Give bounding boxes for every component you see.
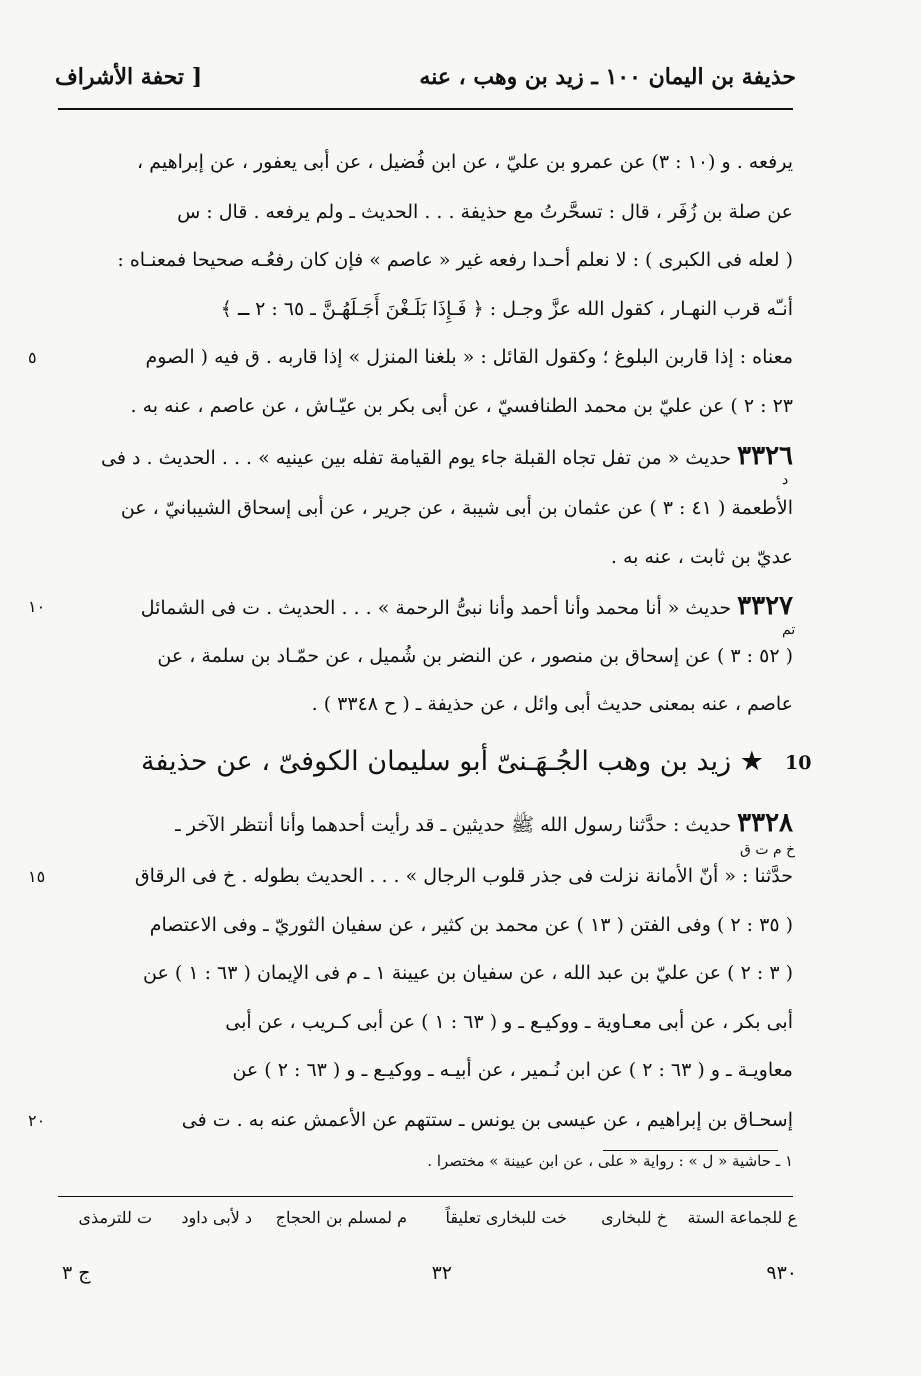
abbreviation: خ للبخارى (601, 1208, 667, 1227)
margin-siglum: د (782, 472, 789, 488)
margin-line-number: ١٥ (28, 867, 46, 886)
abbreviation-key (62, 1208, 797, 1238)
local-page-number: ٣٢ (431, 1262, 452, 1284)
margin-line-number: ٢٠ (28, 1111, 46, 1130)
volume-number: ج ٣ (62, 1262, 91, 1284)
footnote-rule (603, 1150, 778, 1151)
text-line: يرفعه . و (١٠ : ٣) عن عمرو بن عليّ ، عن ابن فُضيل ، عن أبى يعفور ، عن إبراهيم ، (137, 151, 793, 173)
margin-line-number: ١٠ (28, 597, 46, 616)
text-line: حدَّثنا : « أنّ الأمانة نزلت فى جذر قلوب الرجال » . . . الحديث بطوله . خ فى الرقاق (134, 865, 793, 887)
text-line: أنـّه قرب النهـار ، كقول الله عزَّ وجـل : ﴿ فَـإِذَا بَلَـغْنَ أَجَـلَهُـنَّ ـ ٦٥ : ٢ ـ ﴾ (220, 298, 793, 320)
hadith-number: ٣٣٢٦ (737, 441, 793, 471)
book-title: [ تحفة الأشراف (55, 64, 203, 90)
page-header (55, 62, 796, 102)
text-line: أبى بكر ، عن أبى معـاوية ـ ووكيـع ـ و ( ٦٣ : ١ ) عن أبى كـريب ، عن أبى (225, 1011, 793, 1033)
text-line: الأطعمة ( ٤١ : ٣ ) عن عثمان بن أبى شيبة ، عن جرير ، عن أبى إسحاق الشيبانيّ ، عن (120, 497, 793, 519)
hadith-number: ٣٣٢٧ (737, 591, 793, 621)
abbreviation: ت للترمذى (78, 1208, 152, 1227)
margin-line-number: ٥ (28, 348, 37, 367)
text-line: عن صلة بن زُفَر ، قال : تسحَّرتُ مع حذيفة . . . الحديث ـ ولم يرفعه . قال : س (177, 201, 793, 223)
text-line: ٣٣٢٧ حديث « أنا محمد وأنا أحمد وأنا نبىُّ الرحمة » . . . الحديث . ت فى الشمائل (140, 591, 793, 621)
abbreviation: م لمسلم بن الحجاج (275, 1208, 407, 1227)
page-footer (62, 1262, 797, 1294)
text-line: ( ٣٥ : ٢ ) وفى الفتن ( ١٣ ) عن محمد بن كثير ، عن سفيان الثوريّ ـ وفى الاعتصام (149, 914, 793, 936)
header-rule (58, 108, 793, 110)
text-line: معناه : إذا قاربن البلوغ ؛ وكقول القائل : « بلغنا المنزل » إذا قاربه . ق فيه ( الصوم (145, 346, 793, 368)
section-heading: ★ زيد بن وهب الجُـهَـنىّ أبو سليمان الكوفىّ ، عن حذيفة (141, 746, 764, 777)
section-number: 10 (785, 752, 812, 774)
text-line: عاصم ، عنه بمعنى حديث أبى وائل ، عن حذيفة ـ ( ح ٣٣٤٨ ) . (311, 693, 793, 715)
text-line: ٢٣ : ٢ ) عن عليّ بن محمد الطنافسيّ ، عن أبى بكر بن عيّـاش ، عن عاصم ، عنه به . (130, 395, 793, 417)
text-line: عديّ بن ثابت ، عنه به . (610, 546, 793, 568)
text-line: ( لعله فى الكبرى ) : لا نعلم أحـدا رفعه غير « عاصم » فإن كان رفعُـه صحيحا فمعنـاه : (117, 249, 793, 271)
text-line: إسحـاق بن إبراهيم ، عن عيسى بن يونس ـ ستتهم عن الأعمش عنه به . ت فى (181, 1109, 793, 1131)
hadith-number: ٣٣٢٨ (737, 808, 793, 838)
text-line: ( ٥٢ : ٣ ) عن إسحاق بن منصور ، عن النضر بن شُميل ، عن حمّـاد بن سلمة ، عن (157, 645, 793, 667)
footnote: ١ ـ حاشية « ل » : رواية « على ، عن ابن عيينة » مختصرا . (427, 1152, 793, 1170)
abbreviation: ع للجماعة الستة (687, 1208, 797, 1227)
abbreviation: خت للبخارى تعليقاً (445, 1208, 567, 1227)
margin-siglum: خ م ت ق (740, 842, 796, 858)
global-page-number: ٩٣٠ (766, 1262, 797, 1284)
running-title: حذيفة بن اليمان ١٠٠ ـ زيد بن وهب ، عنه (419, 64, 796, 90)
footer-rule (58, 1196, 793, 1197)
text-line: ٣٣٢٦ حديث « من تفل تجاه القبلة جاء يوم القيامة تفله بين عينيه » . . . الحديث . د فى (101, 441, 793, 471)
margin-siglum: تم (782, 622, 796, 638)
abbreviation: د لأبى داود (181, 1208, 252, 1227)
text-line: ( ٣ : ٢ ) عن عليّ بن عبد الله ، عن سفيان بن عيينة ١ ـ م فى الإيمان ( ٦٣ : ١ ) عن (143, 962, 793, 984)
text-line: ٣٣٢٨ حديث : حدَّثنا رسول الله ﷺ حديثين ـ قد رأيت أحدهما وأنا أنتظر الآخر ـ (175, 808, 793, 838)
text-line: معاويـة ـ و ( ٦٣ : ٢ ) عن ابن نُـمير ، عن أبيـه ـ ووكيـع ـ و ( ٦٣ : ٢ ) عن (232, 1059, 793, 1081)
